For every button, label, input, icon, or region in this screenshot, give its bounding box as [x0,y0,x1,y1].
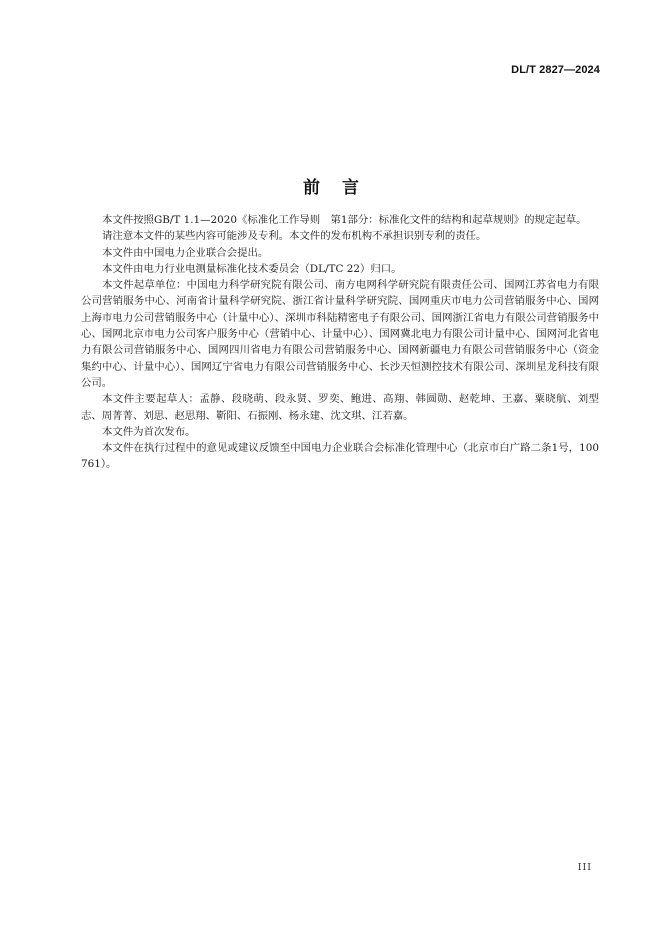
paragraph-main-drafters: 本文件主要起草人：孟静、段晓萌、段永贤、罗奕、鲍进、高翔、韩圆勋、赵乾坤、王嘉、粟晓航、刘型志、周菁菁、刘思、赵思翔、靳阳、石振刚、杨永建、沈文琪、江若嘉。 [81,393,599,422]
paragraph-first-release: 本文件为首次发布。 [102,425,196,438]
page-number: III [577,862,592,873]
paragraph-under-jurisdiction: 本文件由电力行业电测量标准化技术委员会（DL/TC 22）归口。 [102,262,402,275]
paragraph-drafting-organizations: 本文件起草单位：中国电力科学研究院有限公司、南方电网科学研究院有限责任公司、国网江苏省电力有限公司营销服务中心、河南省计量科学研究院、浙江省计量科学研究院、国网重庆市电力公司营销服务中心、国网上海市电力公司营销服务中心（计量中心）、深圳市科陆精密电子有限公司、国网浙江省电力有限公司营销服务中心、国网北京市电力公司客户服务中心（营销中心、计量中心）、国网冀北电力有限公司计量中心、国网河北省电力有限公司营销服务中心、国网四川省电力有限公司营销服务中心、国网新疆电力有限公司营销服务中心（资金集约中心、计量中心）、国网辽宁省电力有限公司营销服务中心、长沙天恒测控技术有限公司、深圳星龙科技有限公司。 [81,279,599,389]
document-code: DL/T 2827—2024 [511,64,600,76]
paragraph-drafting-rules: 本文件按照GB/T 1.1—2020《标准化工作导则 第1部分：标准化文件的结构和起草规则》的规定起草。 [102,214,587,226]
paragraph-feedback: 本文件在执行过程中的意见或建议反馈至中国电力企业联合会标准化管理中心（北京市白广路二条1号，100761）。 [81,442,599,471]
paragraph-proposed-by: 本文件由中国电力企业联合会提出。 [102,246,269,259]
paragraph-patent-notice: 请注意本文件的某些内容可能涉及专利。本文件的发布机构不承担识别专利的责任。 [102,230,487,243]
foreword-body [81,212,599,473]
page-title: 前言 [303,178,381,198]
